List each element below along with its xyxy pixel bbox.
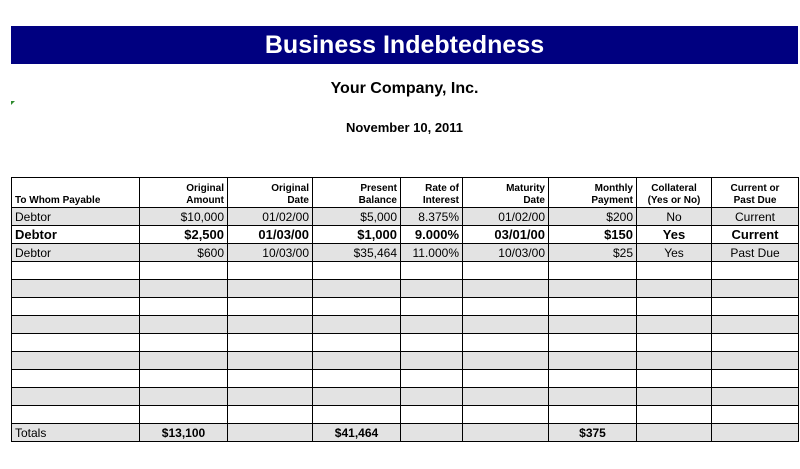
cell-monthly-payment[interactable] [549,388,637,406]
cell-maturity-date[interactable]: 10/03/00 [463,244,549,262]
cell-collateral[interactable] [637,370,712,388]
cell-original-date[interactable] [228,334,313,352]
cell-monthly-payment[interactable]: $200 [549,208,637,226]
table-row [12,226,799,244]
cell-monthly-payment[interactable] [549,298,637,316]
cell-original-amount[interactable]: $600 [140,244,228,262]
cell-rate-of-interest[interactable] [401,262,463,280]
cell-payee[interactable]: Debtor [12,226,140,244]
cell-maturity-date[interactable] [463,316,549,334]
cell-original-amount[interactable] [140,370,228,388]
cell-original-date[interactable] [228,370,313,388]
cell-status[interactable] [712,370,799,388]
cell-rate-of-interest[interactable] [401,298,463,316]
table-row [12,334,799,352]
totals-row [12,424,799,442]
cell-payee[interactable] [12,280,140,298]
cell-collateral[interactable] [637,298,712,316]
cell-payee[interactable] [12,370,140,388]
cell-rate-of-interest[interactable]: 11.000% [401,244,463,262]
table-row [12,262,799,280]
cell-payee[interactable] [12,388,140,406]
company-name: Your Company, Inc. [330,80,479,97]
cell-original-date[interactable] [228,298,313,316]
cell-status[interactable] [712,388,799,406]
cell-payee[interactable] [12,316,140,334]
report-title: Business Indebtedness [11,26,798,64]
cell-rate-of-interest[interactable] [401,280,463,298]
cell-collateral[interactable] [637,262,712,280]
cell-payee[interactable]: Debtor [12,208,140,226]
cell-present-balance[interactable] [313,262,401,280]
cell-maturity-date[interactable] [463,334,549,352]
cell-monthly-payment[interactable] [549,262,637,280]
cell-collateral[interactable] [637,406,712,424]
cell-collateral[interactable] [637,316,712,334]
cell-original-amount[interactable] [140,280,228,298]
cell-maturity-date[interactable] [463,388,549,406]
cell-payee[interactable] [12,262,140,280]
cell-maturity-date[interactable] [463,298,549,316]
header-row [12,178,799,208]
cell-status[interactable]: Current [712,226,799,244]
table-row [12,388,799,406]
cell-original-date[interactable]: 01/03/00 [228,226,313,244]
cell-original-date[interactable] [228,352,313,370]
cell-original-amount[interactable] [140,316,228,334]
col-header-original-date[interactable]: Original Date [228,178,313,208]
cell-present-balance[interactable] [313,352,401,370]
cell-empty[interactable] [637,424,712,442]
cell-payee[interactable] [12,352,140,370]
cell-error-marker-icon [11,101,15,105]
cell-rate-of-interest[interactable] [401,406,463,424]
cell-monthly-payment[interactable]: $150 [549,226,637,244]
cell-status[interactable] [712,280,799,298]
cell-monthly-payment[interactable] [549,352,637,370]
cell-payee[interactable] [12,334,140,352]
cell-empty[interactable] [712,424,799,442]
totals-label[interactable]: Totals [12,424,140,442]
cell-maturity-date[interactable] [463,406,549,424]
cell-status[interactable] [712,316,799,334]
cell-original-amount[interactable] [140,352,228,370]
cell-monthly-payment[interactable] [549,334,637,352]
cell-original-date[interactable] [228,262,313,280]
table-row [12,316,799,334]
cell-present-balance[interactable] [313,298,401,316]
cell-original-amount[interactable] [140,388,228,406]
cell-present-balance[interactable] [313,316,401,334]
cell-monthly-payment[interactable] [549,370,637,388]
cell-status[interactable]: Past Due [712,244,799,262]
cell-maturity-date[interactable]: 03/01/00 [463,226,549,244]
col-header-maturity-date[interactable]: Maturity Date [463,178,549,208]
cell-status[interactable] [712,334,799,352]
col-header-present-balance[interactable]: Present Balance [313,178,401,208]
cell-maturity-date[interactable] [463,352,549,370]
col-header-current-or-past-due[interactable]: Current or Past Due [712,178,799,208]
cell-monthly-payment[interactable] [549,406,637,424]
cell-empty[interactable] [228,424,313,442]
cell-collateral[interactable]: Yes [637,226,712,244]
cell-payee[interactable] [12,406,140,424]
cell-present-balance[interactable] [313,370,401,388]
cell-status[interactable] [712,262,799,280]
cell-present-balance[interactable] [313,334,401,352]
cell-maturity-date[interactable] [463,262,549,280]
cell-original-date[interactable] [228,280,313,298]
cell-collateral[interactable] [637,352,712,370]
cell-maturity-date[interactable] [463,280,549,298]
cell-monthly-payment[interactable] [549,316,637,334]
cell-collateral[interactable]: No [637,208,712,226]
indebtedness-table [11,177,799,442]
cell-collateral[interactable]: Yes [637,244,712,262]
cell-monthly-payment[interactable]: $25 [549,244,637,262]
cell-original-date[interactable] [228,316,313,334]
table-row [12,244,799,262]
col-header-collateral[interactable]: Collateral (Yes or No) [637,178,712,208]
cell-payee[interactable]: Debtor [12,244,140,262]
col-header-rate-of-interest[interactable]: Rate of Interest [401,178,463,208]
cell-collateral[interactable] [637,280,712,298]
cell-rate-of-interest[interactable] [401,334,463,352]
cell-original-amount[interactable]: $10,000 [140,208,228,226]
col-header-monthly-payment[interactable]: Monthly Payment [549,178,637,208]
cell-present-balance[interactable]: $1,000 [313,226,401,244]
col-header-to-whom-payable[interactable]: To Whom Payable [12,178,140,208]
cell-present-balance[interactable]: $35,464 [313,244,401,262]
cell-rate-of-interest[interactable]: 9.000% [401,226,463,244]
table-row [12,406,799,424]
cell-monthly-payment[interactable] [549,280,637,298]
cell-collateral[interactable] [637,388,712,406]
cell-present-balance[interactable] [313,406,401,424]
cell-rate-of-interest[interactable] [401,370,463,388]
cell-present-balance[interactable] [313,280,401,298]
cell-original-amount[interactable] [140,262,228,280]
total-original-amount[interactable]: $13,100 [140,424,228,442]
cell-present-balance[interactable] [313,388,401,406]
cell-original-amount[interactable] [140,406,228,424]
cell-status[interactable]: Current [712,208,799,226]
cell-original-date[interactable] [228,406,313,424]
table-row [12,208,799,226]
cell-original-date[interactable]: 01/02/00 [228,208,313,226]
cell-rate-of-interest[interactable] [401,352,463,370]
cell-payee[interactable] [12,298,140,316]
table-row [12,370,799,388]
col-header-original-amount[interactable]: Original Amount [140,178,228,208]
cell-maturity-date[interactable]: 01/02/00 [463,208,549,226]
table-row [12,298,799,316]
cell-status[interactable] [712,352,799,370]
cell-rate-of-interest[interactable]: 8.375% [401,208,463,226]
cell-original-amount[interactable]: $2,500 [140,226,228,244]
total-monthly-payment[interactable]: $375 [549,424,637,442]
total-present-balance[interactable]: $41,464 [313,424,401,442]
cell-rate-of-interest[interactable] [401,388,463,406]
cell-present-balance[interactable]: $5,000 [313,208,401,226]
table-row [12,280,799,298]
cell-status[interactable] [712,298,799,316]
cell-rate-of-interest[interactable] [401,316,463,334]
cell-original-date[interactable]: 10/03/00 [228,244,313,262]
cell-empty[interactable] [463,424,549,442]
cell-status[interactable] [712,406,799,424]
cell-collateral[interactable] [637,334,712,352]
cell-original-amount[interactable] [140,298,228,316]
table-body [12,208,799,442]
cell-original-date[interactable] [228,388,313,406]
cell-maturity-date[interactable] [463,370,549,388]
cell-original-amount[interactable] [140,334,228,352]
report-date: November 10, 2011 [345,120,464,135]
table-row [12,352,799,370]
cell-empty[interactable] [401,424,463,442]
